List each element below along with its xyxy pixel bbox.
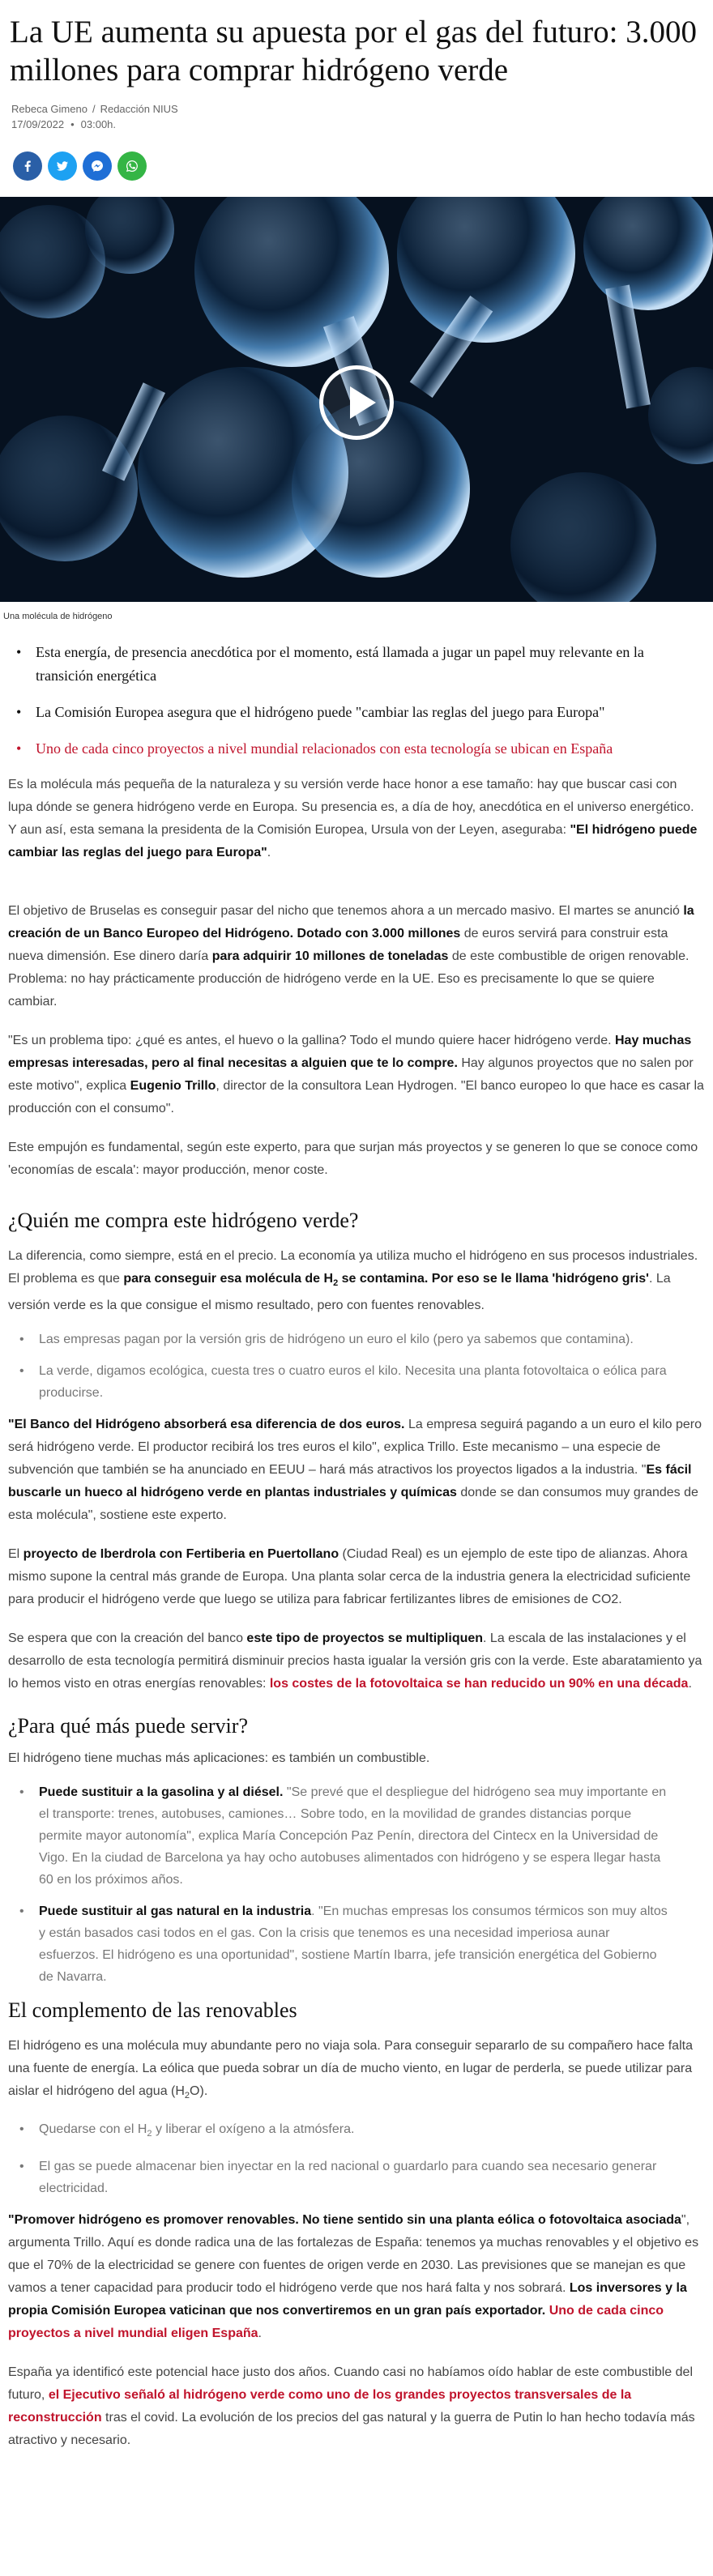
summary-item: • Esta energía, de presencia anecdótica por el momento, está llamada a jugar un papel muy relevante en la transición energética	[26, 641, 674, 688]
share-bar	[13, 151, 713, 181]
summary-item: • Uno de cada cinco proyectos a nivel mundial relacionados con esta tecnología se ubican en España	[26, 737, 674, 761]
bullet-list	[36, 1781, 668, 1988]
messenger-icon	[89, 158, 105, 174]
paragraph: El hidrógeno tiene muchas más aplicaciones: es también un combustible.	[8, 1751, 430, 1766]
list-item: • La verde, digamos ecológica, cuesta tres o cuatro euros el kilo. Necesita una planta fotovoltaica o eólica para producirse.	[36, 1360, 668, 1404]
section-heading: El complemento de las renovables	[8, 1998, 297, 2023]
bullet-list	[36, 1329, 668, 1404]
paragraph: El objetivo de Bruselas es conseguir pasar del nicho que tenemos ahora a un mercado masivo. El martes se anunció la creación de un Banco Europeo del Hidrógeno. Dotado con 3.000 millones de euros servirá para construir esta nueva dimensión. Ese dinero daría para adquirir 10 millones de toneladas de este combustible de origen renovable. Problema: no hay prácticamente producción de hidrógeno verde en la UE. Eso es precisamente lo que se quiere cambiar.	[8, 904, 694, 1009]
whatsapp-share-button[interactable]	[117, 151, 147, 181]
hero-video[interactable]	[0, 197, 713, 602]
article-headline: La UE aumenta su apuesta por el gas del futuro: 3.000 millones para comprar hidrógeno verde	[10, 15, 698, 87]
article-body	[0, 774, 713, 2452]
paragraph: La diferencia, como siempre, está en el precio. La economía ya utiliza mucho el hidrógeno en sus procesos industriales. El problema es que para conseguir esa molécula de $H_2$ se contamina. Por eso se le llama 'hidrógeno gris'. La versión verde es la que consigue el mismo resultado, pero con fuentes renovables.	[8, 1249, 698, 1313]
list-item: • Puede sustituir al gas natural en la industria. "En muchas empresas los consumos térmicos son muy altos y están basados casi todos en el gas. Con la crisis que tenemos es una necesidad imperiosa aunar esfuerzos. El hidrógeno es una oportunidad", sostiene Martín Ibarra, jefe transición energética del Gobierno de Navarra.	[36, 1900, 668, 1988]
facebook-icon	[19, 158, 36, 174]
twitter-icon	[54, 158, 70, 174]
article-summary	[26, 641, 674, 761]
byline: Rebeca Gimeno / Redacción NIUS	[11, 103, 178, 115]
list-item: • Las empresas pagan por la versión gris de hidrógeno un euro el kilo (pero ya sabemos que contamina).	[36, 1329, 668, 1350]
section-heading: ¿Para qué más puede servir?	[8, 1714, 248, 1738]
section-heading: ¿Quién me compra este hidrógeno verde?	[8, 1209, 359, 1232]
paragraph: Es la molécula más pequeña de la naturaleza y su versión verde hace honor a ese tamaño: hay que buscar casi con lupa dónde se genera hidrógeno verde en Europa. Su presencia es, a día de hoy, anecdótica en el universo energético. Y aun así, esta semana la presidenta de la Comisión Europea, Ursula von der Leyen, aseguraba: "El hidrógeno puede cambiar las reglas del juego para Europa".	[8, 778, 698, 859]
image-caption: Una molécula de hidrógeno	[3, 612, 113, 621]
list-item: • Puede sustituir a la gasolina y al diésel. "Se prevé que el despliegue del hidrógeno sea muy importante en el transporte: trenes, autobuses, camiones… Sobre todo, en la movilidad de grandes distancias porque permite mayor autonomía", explica María Concepción Paz Penín, directora del Cintecx en la Universidad de Vigo. En la ciudad de Barcelona ya hay ocho autobuses alimentados con hidrógeno y se espera llegar hasta 60 en los próximos años.	[36, 1781, 668, 1891]
paragraph: España ya identificó este potencial hace justo dos años. Cuando casi no habíamos oído hablar de este combustible del futuro, el Ejecutivo señaló al hidrógeno verde como uno de los grandes proyectos transversales de la reconstrucción tras el covid. La evolución de los precios del gas natural y la guerra de Putin lo han hecho todavía más atractivo y necesario.	[8, 2365, 695, 2447]
twitter-share-button[interactable]	[48, 151, 77, 181]
facebook-share-button[interactable]	[13, 151, 42, 181]
publish-date: 17/09/2022 • 03:00h.	[11, 118, 117, 130]
time: 03:00h.	[80, 118, 117, 130]
paragraph: El hidrógeno es una molécula muy abundante pero no viaja sola. Para conseguir separarlo de su compañero hace falta una fuente de energía. La eólica que pueda sobrar un día de mucho viento, en lugar de perderla, se puede utilizar para aislar el hidrógeno del agua $(H_2O)$.	[8, 2039, 693, 2101]
bullet-list	[36, 2118, 668, 2199]
author-name[interactable]: Rebeca Gimeno	[11, 103, 88, 115]
paragraph: Se espera que con la creación del banco este tipo de proyectos se multipliquen. La escala de las instalaciones y el desarrollo de esta tecnología permitirá disminuir precios hasta igualar la versión gris con la verde. Este abaratamiento ya lo hemos visto en otras energías renovables: los costes de la fotovoltaica se han reducido un 90% en una década.	[8, 1631, 702, 1691]
messenger-share-button[interactable]	[83, 151, 112, 181]
paragraph: "Es un problema tipo: ¿qué es antes, el huevo o la gallina? Todo el mundo quiere hacer hidrógeno verde. Hay muchas empresas interesadas, pero al final necesitas a alguien que te lo compre. Hay algunos proyectos que no salen por este motivo", explica Eugenio Trillo, director de la consultora Lean Hydrogen. "El banco europeo lo que hace es casar la producción con el consumo".	[8, 1034, 704, 1115]
outlet-name: Redacción NIUS	[100, 103, 178, 115]
summary-item: • La Comisión Europea asegura que el hidrógeno puede "cambiar las reglas del juego para Europa"	[26, 701, 674, 724]
paragraph: "El Banco del Hidrógeno absorberá esa diferencia de dos euros. La empresa seguirá pagando a un euro el kilo pero será hidrógeno verde. El productor recibirá los tres euros el kilo", explica Trillo. Este mecanismo – una especie de subvención que también se ha anunciado en EEUU – hará más atractivos los proyectos ligados a la industria. "Es fácil buscarle un hueco al hidrógeno verde en plantas industriales y químicas donde se dan consumos muy grandes de esta molécula", sostiene este experto.	[8, 1418, 702, 1523]
list-item: • El gas se puede almacenar bien inyectar en la red nacional o guardarlo para cuando sea necesario generar electricidad.	[36, 2156, 668, 2199]
article-link[interactable]: los costes de la fotovoltaica se han reducido un 90% en una década	[269, 1677, 689, 1691]
list-item: • Quedarse con el $H_2$ y liberar el oxígeno a la atmósfera.	[36, 2118, 668, 2145]
play-button[interactable]	[319, 365, 394, 440]
article-link[interactable]: Uno de cada cinco proyectos a nivel mundial eligen España	[8, 2303, 664, 2340]
paragraph: Este empujón es fundamental, según este experto, para que surjan más proyectos y se generen lo que se conoce como 'economías de escala': mayor producción, menor coste.	[8, 1141, 698, 1177]
date: 17/09/2022	[11, 118, 65, 130]
whatsapp-icon	[124, 158, 140, 174]
paragraph: El proyecto de Iberdrola con Fertiberia en Puertollano (Ciudad Real) es un ejemplo de este tipo de alianzas. Ahora mismo supone la central más grande de Europa. Una planta solar cerca de la industria genera la electricidad suficiente para producir el hidrógeno verde que luego se utiliza para fabricar fertilizantes libres de emisiones de CO2.	[8, 1547, 691, 1607]
paragraph: "Promover hidrógeno es promover renovables. No tiene sentido sin una planta eólica o fotovoltaica asociada", argumenta Trillo. Aquí es donde radica una de las fortalezas de España: tenemos ya muchas renovables y el objetivo es que el 70% de la electricidad se genere con fuentes de origen verde en 2030. Las previsiones que se manejan es que vamos a tener capacidad para producir todo el hidrógeno verde que nos hará falta y nos sobrará. Los inversores y la propia Comisión Europea vaticinan que nos convertiremos en un gran país exportador. Uno de cada cinco proyectos a nivel mundial eligen España.	[8, 2212, 699, 2340]
article-link[interactable]: el Ejecutivo señaló al hidrógeno verde como uno de los grandes proyectos transversales de la reconstrucción	[8, 2387, 632, 2425]
